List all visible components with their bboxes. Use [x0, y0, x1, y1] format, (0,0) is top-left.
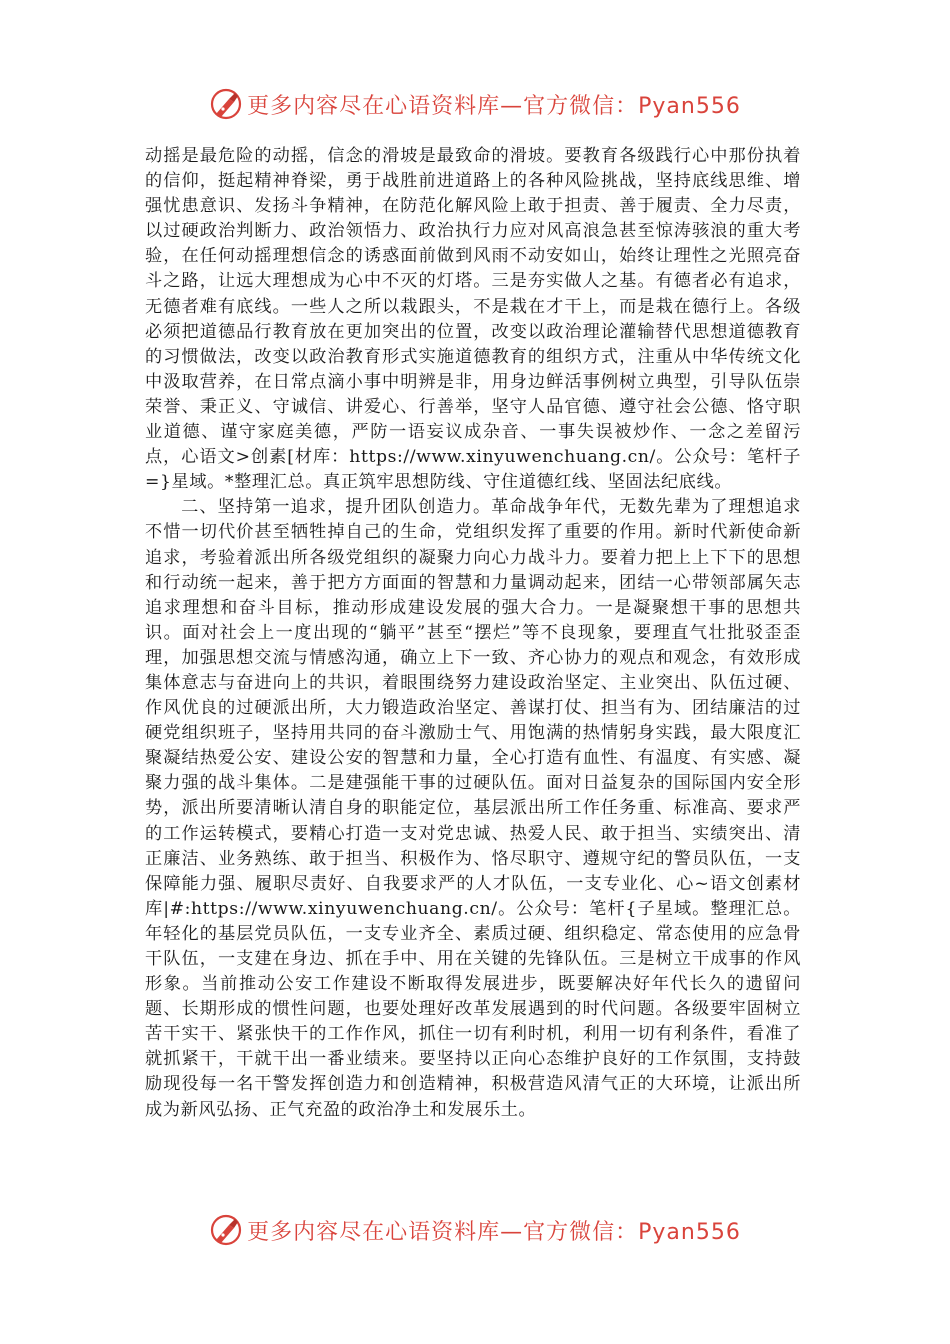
document-body [145, 144, 801, 1123]
header-banner-text: 更多内容尽在心语资料库—官方微信：Pyan556 [247, 93, 741, 119]
body-paragraph-2: 二、坚持第一追求，提升团队创造力。革命战争年代，无数先辈为了理想追求不惜一切代价甚至牺牲掉自己的生命，党组织发挥了重要的作用。新时代新使命新追求，考验着派出所各级党组织的凝聚力向心力战斗力。要着力把上上下下的思想和行动统一起来，善于把方方面面的智慧和力量调动起来，团结一心带领部属矢志追求理想和奋斗目标，推动形成建设发展的强大合力。一是凝聚想干事的思想共识。面对社会上一度出现的“躺平”甚至“摆烂”等不良现象，要理直气壮批驳歪歪理，加强思想交流与情感沟通，确立上下一致、齐心协力的观点和观念，有效形成集体意志与奋进向上的共识，着眼围绕努力建设政治坚定、主业突出、队伍过硬、作风优良的过硬派出所，大力锻造政治坚定、善谋打仗、担当有为、团结廉洁的过硬党组织班子，坚持用共同的奋斗激励士气、用饱满的热情躬身实践，最大限度汇聚凝结热爱公安、建设公安的智慧和力量，全心打造有血性、有温度、有实感、凝聚力强的战斗集体。二是建强能干事的过硬队伍。面对日益复杂的国际国内安全形势，派出所要清晰认清自身的职能定位，基层派出所工作任务重、标准高、要求严的工作运转模式，要精心打造一支对党忠诚、热爱人民、敢于担当、实绩突出、清正廉洁、业务熟练、敢于担当、积极作为、恪尽职守、遵规守纪的警员队伍，一支保障能力强、履职尽责好、自我要求严的人才队伍，一支专业化、心~语文创素材库|#:https://www.xinyuwenchuang.cn/。公众号：笔杆{子星域。整理汇总。年轻化的基层党员队伍，一支专业齐全、素质过硬、组织稳定、常态使用的应急骨干队伍，一支建在身边、抓在手中、用在关键的先锋队伍。三是树立干成事的作风形象。当前推动公安工作建设不断取得发展进步，既要解决好年代长久的遗留问题、长期形成的惯性问题，也要处理好改革发展遇到的时代问题。各级要牢固树立苦干实干、紧张快干的工作作风，抓住一切有利时机，利用一切有利条件，看准了就抓紧干，干就干出一番业绩来。要坚持以正向心态维护良好的工作氛围，支持鼓励现役每一名干警发挥创造力和创造精神，积极营造风清气正的大环境，让派出所成为新风弘扬、正气充盈的政治净土和发展乐土。 [145, 497, 801, 1120]
footer-watermark-banner [0, 1210, 950, 1250]
footer-banner-text: 更多内容尽在心语资料库—官方微信：Pyan556 [247, 1219, 741, 1245]
header-watermark-banner [0, 84, 950, 124]
pen-nib-logo-icon [209, 1213, 243, 1247]
body-paragraph-1: 动摇是最危险的动摇，信念的滑坡是最致命的滑坡。要教育各级践行心中那份执着的信仰，挺起精神脊梁，勇于战胜前进道路上的各种风险挑战，坚持底线思维、增强忧患意识、发扬斗争精神，在防范化解风险上敢于担责、善于履责、全力尽责，以过硬政治判断力、政治领悟力、政治执行力应对风高浪急甚至惊涛骇浪的重大考验，在任何动摇理想信念的诱惑面前做到风雨不动安如山，始终让理性之光照亮奋斗之路，让远大理想成为心中不灭的灯塔。三是夯实做人之基。有德者必有追求，无德者难有底线。一些人之所以栽跟头，不是栽在才干上，而是栽在德行上。各级必须把道德品行教育放在更加突出的位置，改变以政治理论灌输替代思想道德教育的习惯做法，改变以政治教育形式实施道德教育的组织方式，注重从中华传统文化中汲取营养，在日常点滴小事中明辨是非，用身边鲜活事例树立典型，引导队伍崇荣誉、秉正义、守诚信、讲爱心、行善举，坚守人品官德、遵守社会公德、恪守职业道德、谨守家庭美德，严防一语妄议成杂音、一事失误被炒作、一念之差留污点，心语文>创素[材库：https://www.xinyuwenchuang.cn/。公众号：笔杆子=}星域。*整理汇总。真正筑牢思想防线、守住道德红线、坚固法纪底线。 [145, 146, 801, 493]
pen-nib-logo-icon [209, 87, 243, 121]
